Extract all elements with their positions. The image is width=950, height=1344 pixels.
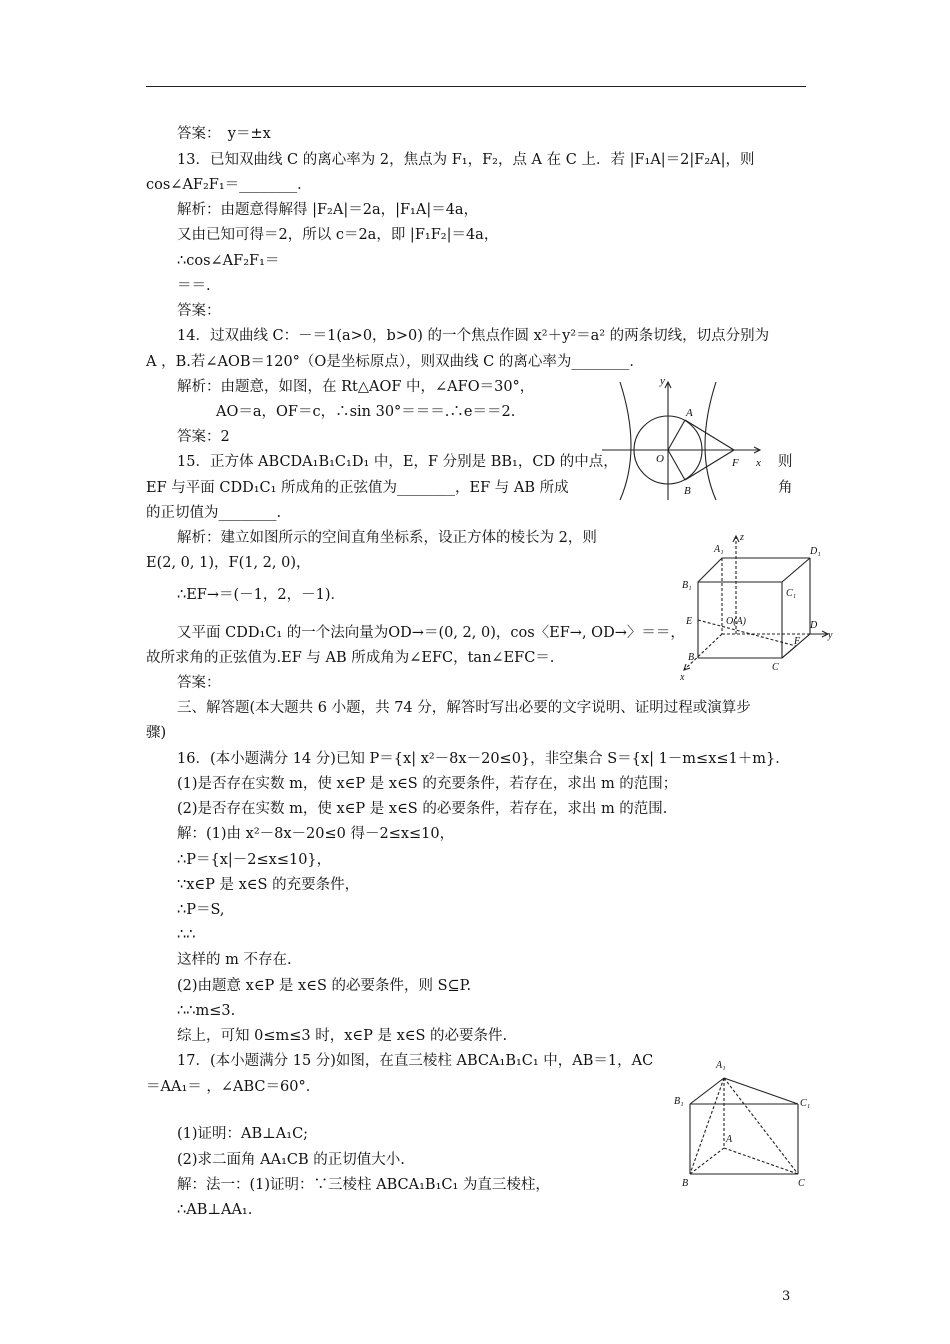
text-line: AO＝a，OF＝c，∴sin 30°＝＝＝.∴e＝＝2.: [216, 404, 516, 420]
text-line: A ，B.若∠AOB＝120°（O是坐标原点），则双曲线 C 的离心率为________．: [146, 354, 644, 370]
page-number: 3: [782, 1289, 791, 1304]
text-line: ＝AA₁＝ ，∠ABC＝60°．: [146, 1079, 321, 1095]
text-line: 解析：由题意得解得 |F₂A|＝2a，|F₁A|＝4a，: [177, 202, 479, 218]
text-line: 又由已知可得＝2，所以 c＝2a，即 |F₁F₂|＝4a，: [177, 227, 499, 243]
text-line: ∴P＝{x|－2≤x≤10}，: [177, 852, 332, 868]
text-line: 答案：: [177, 675, 221, 691]
text-line: 13．已知双曲线 C 的离心率为 2，焦点为 F₁，F₂，点 A 在 C 上．若 |F₁A|＝2|F₂A|，则: [177, 152, 755, 168]
text-line: 故所求角的正弦值为.EF 与 AB 所成角为∠EFC，tan∠EFC＝.: [146, 650, 555, 666]
fig14-label-x: x: [756, 457, 761, 469]
hyperbola-left-branch: [620, 382, 631, 500]
fig15-label-c1: C₁: [786, 588, 797, 599]
fig14-label-y: y: [660, 375, 665, 387]
text-line: ∴∴: [177, 927, 196, 943]
text-line: ∴P＝S,: [177, 902, 225, 918]
text-line: ∴cos∠AF₂F₁＝: [177, 253, 280, 269]
fig15-label-z: z: [740, 532, 744, 543]
text-line: ∴EF→＝(－1，2，－1)．: [177, 587, 346, 603]
fig15-label-b1: B₁: [682, 580, 692, 591]
hyperbola-right-branch: [705, 382, 716, 500]
fig17-label-c: C: [798, 1178, 805, 1189]
figure-15-cube: [680, 530, 838, 680]
fig17-label-a1: A₁: [716, 1060, 726, 1071]
cube-edge: [782, 558, 810, 582]
diagonal-a1b: [690, 1078, 724, 1174]
text-line: 15．正方体 ABCDA₁B₁C₁D₁ 中，E，F 分别是 BB₁，CD 的中点，: [177, 454, 618, 470]
text-line: ∵x∈P 是 x∈S 的充要条件，: [177, 877, 360, 893]
text-line: E(2, 0, 1)，F(1, 2, 0)，: [146, 555, 311, 571]
header-rule: [146, 86, 806, 87]
text-line: (2)是否存在实数 m，使 x∈P 是 x∈S 的必要条件，若存在，求出 m 的范围.: [177, 801, 668, 817]
fig15-label-y: y: [828, 630, 833, 641]
fig17-label-b: B: [682, 1178, 689, 1189]
text-line: 骤): [146, 725, 167, 741]
text-line: ∴∴m≤3.: [177, 1003, 236, 1019]
fig14-label-o: O: [656, 453, 664, 465]
side-text-jiao: 角: [778, 480, 793, 496]
fig15-label-b: B: [688, 652, 695, 663]
fig17-label-a: A: [726, 1134, 733, 1145]
fig15-label-c: C: [772, 662, 779, 673]
prism-edge: [724, 1078, 798, 1104]
text-line: (1)证明：AB⊥A₁C;: [177, 1126, 309, 1142]
text-line: 又平面 CDD₁C₁ 的一个法向量为OD→＝(0, 2, 0)，cos〈EF→, OD→〉＝＝，: [177, 625, 685, 641]
fig15-label-f: F: [794, 636, 801, 647]
text-line: 解：(1)由 x²－8x－20≤0 得－2≤x≤10，: [177, 826, 455, 842]
fig14-label-b: B: [684, 485, 691, 497]
fig15-label-d: D: [810, 620, 818, 631]
side-text-ze: 则: [778, 454, 793, 470]
text-line: 答案： y＝±x: [177, 126, 271, 142]
text-line: 这样的 m 不存在.: [177, 952, 292, 968]
text-line: (2)由题意 x∈P 是 x∈S 的必要条件，则 S⊆P.: [177, 978, 472, 994]
fig14-label-a: A: [686, 407, 693, 419]
tangent-b: [685, 450, 734, 480]
text-line: 17．(本小题满分 15 分)如图，在直三棱柱 ABCA₁B₁C₁ 中，AB＝1，AC: [177, 1053, 654, 1069]
prism-edge: [690, 1078, 724, 1104]
text-line: 综上，可知 0≤m≤3 时，x∈P 是 x∈S 的必要条件.: [177, 1028, 508, 1044]
text-line: ＝＝.: [177, 278, 211, 294]
text-line: 答案：2: [177, 429, 230, 445]
text-line: 解：法一：(1)证明：∵三棱柱 ABCA₁B₁C₁ 为直三棱柱，: [177, 1177, 550, 1193]
text-line: 的正切值为________.: [146, 505, 282, 521]
segment-fc: [782, 646, 796, 658]
fig15-label-e: E: [686, 616, 693, 627]
segment-oa: [668, 420, 685, 450]
text-line: 答案：: [177, 303, 221, 319]
text-line: 三、解答题(本大题共 6 小题，共 74 分，解答时写出必要的文字说明、证明过程或演算步: [177, 700, 751, 716]
text-line: (1)是否存在实数 m，使 x∈P 是 x∈S 的充要条件，若存在，求出 m 的范围；: [177, 776, 678, 792]
fig15-label-oa: O(A): [726, 616, 746, 627]
fig15-label-a1: A₁: [714, 544, 724, 555]
diagonal-a1c: [724, 1078, 798, 1174]
text-line: (2)求二面角 AA₁CB 的正切值大小.: [177, 1152, 405, 1168]
text-line: 16．(本小题满分 14 分)已知 P＝{x| x²－8x－20≤0}，非空集合 S＝{x| 1－m≤x≤1＋m}．: [177, 751, 790, 767]
cube-edge: [698, 558, 722, 582]
text-line: cos∠AF₂F₁＝________．: [146, 177, 312, 193]
tangent-a: [685, 420, 734, 450]
fig14-label-f: F: [732, 457, 739, 469]
hidden-edge: [724, 1148, 798, 1174]
text-line: ∴AB⊥AA₁.: [177, 1202, 253, 1218]
segment-ob: [668, 450, 685, 480]
text-line: 14．过双曲线 C：－＝1(a>0，b>0) 的一个焦点作圆 x²＋y²＝a² 的两条切线，切点分别为: [177, 328, 770, 344]
figure-14-hyperbola: [598, 372, 770, 504]
text-line: EF 与平面 CDD₁C₁ 所成角的正弦值为________，EF 与 AB 所成: [146, 480, 569, 496]
text-line: 解析：由题意，如图，在 Rt△AOF 中，∠AFO＝30°，: [177, 379, 535, 395]
fig17-label-c1: C₁: [800, 1098, 811, 1109]
fig15-label-x: x: [680, 672, 685, 680]
fig15-label-d1: D₁: [810, 546, 821, 557]
text-line: 解析：建立如图所示的空间直角坐标系，设正方体的棱长为 2，则: [177, 530, 597, 546]
figure-17-prism: [674, 1052, 822, 1192]
fig17-label-b1: B₁: [674, 1096, 684, 1107]
